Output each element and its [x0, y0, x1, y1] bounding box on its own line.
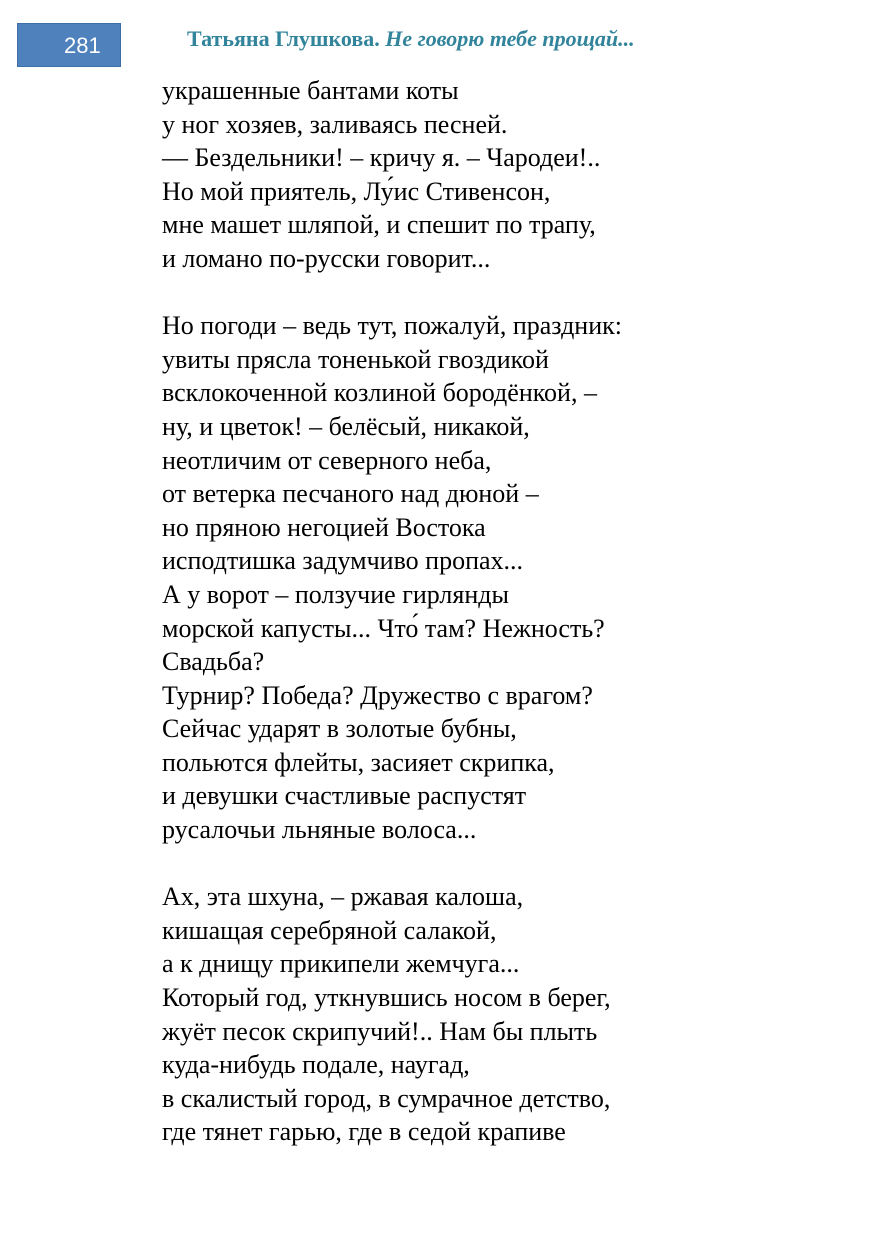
poem-line: но пряною негоцией Востока [162, 512, 486, 542]
poem-line: морской капусты... Что́ там? Нежность? [162, 613, 605, 643]
poem-line: Турнир? Победа? Дружество с врагом? [162, 680, 593, 710]
stanza-2 [162, 309, 842, 847]
poem-line: в скалистый город, в сумрачное детство, [162, 1083, 611, 1113]
poem-line: исподтишка задумчиво пропах... [162, 546, 524, 576]
poem-line: А у ворот – ползучие гирлянды [162, 579, 509, 609]
poem-line: неотличим от северного неба, [162, 445, 492, 475]
poem-line: Но мой приятель, Лу́ис Стивенсон, [162, 176, 551, 206]
poem-line: где тянет гарью, где в седой крапиве [162, 1117, 566, 1147]
poem-line: ну, и цветок! – белёсый, никакой, [162, 411, 530, 441]
poem-line: Сейчас ударят в золотые бубны, [162, 714, 517, 744]
poem-line: увиты прясла тоненькой гвоздикой [162, 344, 549, 374]
page-number: 281 [64, 33, 101, 58]
poem-line: Свадьба? [162, 647, 265, 677]
poem-line: от ветерка песчаного над дюной – [162, 479, 539, 509]
poem-line: всклокоченной козлиной бородёнкой, – [162, 378, 597, 408]
header-title: Не говорю тебе прощай... [385, 26, 635, 51]
header-author: Татьяна Глушкова. [187, 26, 380, 51]
poem-line: жуёт песок скрипучий!.. Нам бы плыть [162, 1016, 598, 1046]
poem-line: у ног хозяев, заливаясь песней. [162, 109, 508, 139]
poem-line: куда-нибудь подале, наугад, [162, 1050, 470, 1080]
poem-line: польются флейты, засияет скрипка, [162, 747, 555, 777]
poem-line: Ах, эта шхуна, – ржавая калоша, [162, 882, 524, 912]
poem-body [162, 74, 842, 1183]
page-number-badge [17, 23, 121, 67]
poem-line: — Бездельники! – кричу я. – Чародеи!.. [162, 143, 601, 173]
poem-line: русалочьи льняные волоса... [162, 815, 477, 845]
poem-line: кишащая серебряной салакой, [162, 915, 497, 945]
poem-line: и ломано по-русски говорит... [162, 243, 491, 273]
poem-line: и девушки счастливые распустят [162, 781, 527, 811]
running-header [187, 22, 635, 56]
poem-line: Но погоди – ведь тут, пожалуй, праздник: [162, 311, 622, 341]
stanza-3 [162, 880, 842, 1149]
stanza-1 [162, 74, 842, 276]
poem-line: мне машет шляпой, и спешит по трапу, [162, 210, 596, 240]
poem-line: Который год, уткнувшись носом в берег, [162, 983, 611, 1013]
poem-line: украшенные бантами коты [162, 76, 459, 105]
poem-line: а к днищу прикипели жемчуга... [162, 949, 520, 979]
